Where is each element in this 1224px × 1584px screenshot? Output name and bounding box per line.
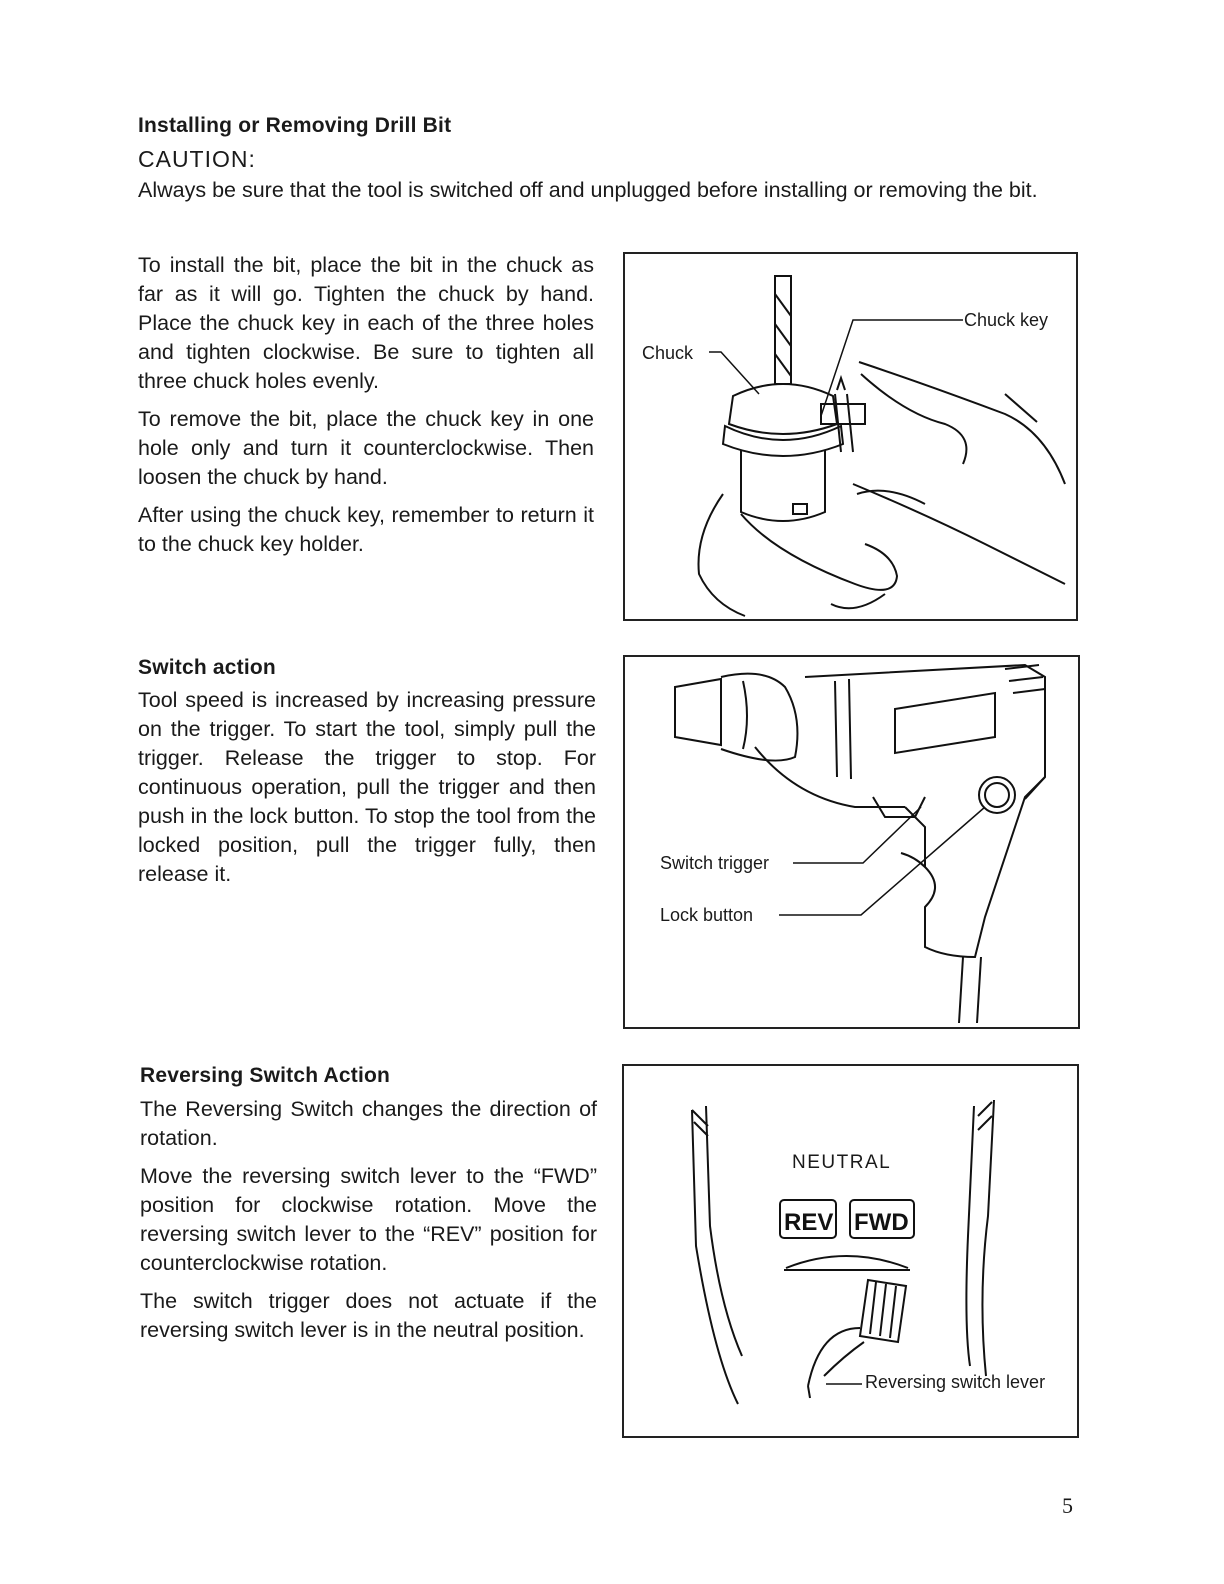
lock-button-label: Lock button [660, 905, 754, 925]
switch-figure [623, 655, 1080, 1029]
section-heading-drill-bit: Installing or Removing Drill Bit [138, 114, 452, 137]
instruction-paragraph: Tool speed is increased by increasing pressure on the trigger. To start the tool, simply pull the trigger. Release the trigger to stop. For continuous operation, pull the trigger and then push in the lock button. To stop the tool from the locked position, pull the trigger fully, then release it. [138, 688, 596, 886]
instruction-paragraph: To install the bit, place the bit in the chuck as far as it will go. Tighten the chuck by hand. Place the chuck key in each of the three holes and tighten clockwise. Be sure to tighten all three chuck holes evenly. [138, 253, 594, 393]
drill-bit-instructions [138, 251, 594, 568]
caution-text: Always be sure that the tool is switched off and unplugged before installing or removing the bit. [138, 178, 1038, 202]
page-number: 5 [1062, 1493, 1073, 1518]
chuck-figure [623, 252, 1078, 621]
instruction-paragraph: After using the chuck key, remember to return it to the chuck key holder. [138, 503, 594, 556]
instruction-paragraph: Move the reversing switch lever to the “FWD” position for clockwise rotation. Move the reversing switch lever to the “REV” position for counterclockwise rotation. [140, 1164, 597, 1275]
chuck-label: Chuck [642, 343, 694, 363]
neutral-label: NEUTRAL [792, 1152, 892, 1173]
caution-label: CAUTION: [138, 146, 256, 172]
switch-illustration [625, 657, 1078, 1027]
reversing-switch-instructions [140, 1095, 597, 1354]
switch-trigger-label: Switch trigger [660, 853, 770, 873]
instruction-paragraph: The Reversing Switch changes the direction of rotation. [140, 1097, 597, 1150]
instruction-paragraph: The switch trigger does not actuate if the reversing switch lever is in the neutral position. [140, 1289, 597, 1342]
fwd-mark: FWD [854, 1209, 909, 1236]
section-heading-reversing-switch: Reversing Switch Action [140, 1064, 391, 1087]
instruction-paragraph: To remove the bit, place the chuck key in one hole only and turn it counterclockwise. Then loosen the chuck by hand. [138, 407, 594, 489]
switch-action-instructions [138, 686, 596, 898]
reversing-figure [622, 1064, 1079, 1438]
rev-mark: REV [784, 1209, 834, 1236]
chuck-illustration [625, 254, 1076, 619]
section-heading-switch-action: Switch action [138, 656, 276, 679]
chuck-key-label: Chuck key [964, 310, 1049, 330]
reversing-switch-lever-label: Reversing switch lever [865, 1372, 1046, 1392]
